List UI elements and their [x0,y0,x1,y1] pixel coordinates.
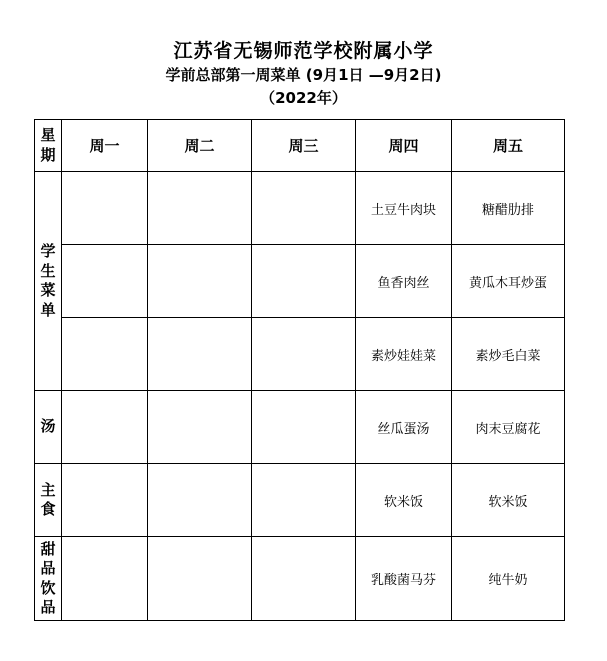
menu-cell [252,391,356,464]
menu-cell [252,172,356,245]
menu-cell: 肉末豆腐花 [452,391,565,464]
table-row [35,172,565,245]
table-row [35,391,565,464]
menu-cell: 软米饭 [452,464,565,537]
row-label-staple: 主食 [35,464,62,537]
menu-cell: 鱼香肉丝 [356,245,452,318]
menu-cell [252,245,356,318]
day-header-tue: 周二 [148,120,252,172]
menu-cell: 素炒娃娃菜 [356,318,452,391]
menu-cell [62,318,148,391]
menu-title: 学前总部第一周菜单 (9月1日 —9月2日) [165,66,442,84]
table-row [35,318,565,391]
day-header-thu: 周四 [356,120,452,172]
menu-cell [62,537,148,621]
menu-cell: 乳酸菌马芬 [356,537,452,621]
row-label-soup: 汤 [35,391,62,464]
day-header-fri: 周五 [452,120,565,172]
menu-cell [148,464,252,537]
weekly-menu-table [34,119,565,621]
table-row [35,537,565,621]
row-label-dessert: 甜品饮品 [35,537,62,621]
menu-cell [62,245,148,318]
menu-cell [148,391,252,464]
row-label-student-menu: 学生菜单 [35,172,62,391]
menu-cell: 土豆牛肉块 [356,172,452,245]
menu-cell [252,318,356,391]
menu-cell [62,391,148,464]
day-header-wed: 周三 [252,120,356,172]
menu-cell [148,318,252,391]
menu-cell [62,464,148,537]
menu-cell: 软米饭 [356,464,452,537]
menu-cell: 纯牛奶 [452,537,565,621]
menu-cell: 素炒毛白菜 [452,318,565,391]
table-row [35,245,565,318]
menu-cell [252,537,356,621]
menu-cell: 丝瓜蛋汤 [356,391,452,464]
menu-cell [148,245,252,318]
menu-year: （2022年） [260,89,347,107]
menu-cell: 黄瓜木耳炒蛋 [452,245,565,318]
header-row [35,120,565,172]
menu-cell [62,172,148,245]
school-title: 江苏省无锡师范学校附属小学 [173,40,434,62]
menu-cell: 糖醋肋排 [452,172,565,245]
weekday-corner-cell: 星期 [35,120,62,172]
menu-cell [252,464,356,537]
menu-cell [148,172,252,245]
table-row [35,464,565,537]
day-header-mon: 周一 [62,120,148,172]
menu-cell [148,537,252,621]
